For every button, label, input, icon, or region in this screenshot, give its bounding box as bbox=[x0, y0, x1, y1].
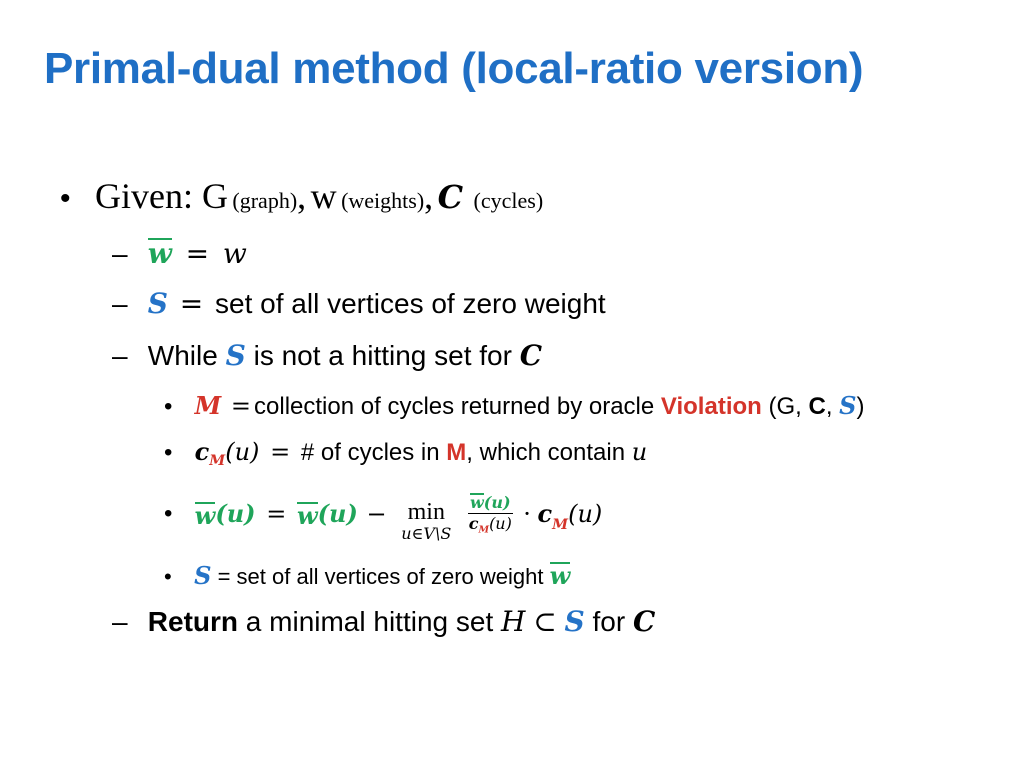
min-limit: u∈V\S bbox=[401, 524, 452, 543]
C-symbol: C bbox=[632, 605, 656, 638]
bullet-icon: • bbox=[60, 182, 71, 215]
sub1-text: collection of cycles returned by oracle bbox=[254, 393, 655, 420]
c-symbol: c bbox=[537, 499, 553, 528]
C-symbol: C bbox=[519, 339, 543, 372]
M-subscript: M bbox=[552, 515, 569, 533]
equals-sign: = bbox=[179, 287, 204, 320]
while-label: While bbox=[147, 340, 218, 371]
for-text: for bbox=[592, 606, 626, 637]
while-text: is not a hitting set for bbox=[253, 340, 512, 371]
wbar-symbol-rhs: w bbox=[296, 500, 318, 530]
step2-text: set of all vertices of zero weight bbox=[215, 288, 606, 319]
oracle-args-open: (G, bbox=[768, 393, 802, 420]
oracle-arg-S: S bbox=[839, 391, 857, 420]
sub-step-S-update bbox=[164, 562, 570, 588]
u-symbol: u bbox=[631, 438, 648, 466]
wbar-symbol: w bbox=[194, 500, 216, 530]
return-label: Return bbox=[147, 606, 239, 637]
sub-step-cM bbox=[164, 437, 648, 470]
oracle-args-close: ) bbox=[856, 393, 865, 420]
wbar-symbol: w bbox=[549, 561, 571, 590]
S-symbol: S bbox=[225, 339, 246, 372]
min-label: min bbox=[407, 499, 445, 525]
w-symbol: w bbox=[222, 237, 247, 270]
weights-symbol: w bbox=[310, 176, 337, 216]
dash-icon: – bbox=[112, 606, 128, 637]
given-label: Given: G bbox=[94, 176, 228, 216]
step-while bbox=[112, 339, 543, 372]
arg-u: (u) bbox=[215, 499, 256, 528]
given-line: • Given: G (graph), w (weights), C (cycles) bbox=[60, 176, 544, 216]
equals-sign: = bbox=[185, 237, 210, 270]
weights-note: (weights) bbox=[341, 188, 425, 213]
S-symbol: S bbox=[194, 561, 212, 590]
fraction bbox=[468, 493, 513, 535]
M-symbol: M bbox=[194, 391, 222, 420]
bullet-icon: • bbox=[164, 439, 173, 466]
fraction-numerator: w(u) bbox=[470, 493, 511, 513]
c-symbol: c bbox=[194, 437, 210, 466]
sub2-text: # of cycles in bbox=[300, 439, 440, 466]
dash-icon: – bbox=[112, 340, 128, 371]
dash-icon: – bbox=[112, 238, 128, 269]
bullet-icon: • bbox=[164, 393, 173, 420]
oracle-arg-C: C bbox=[808, 393, 826, 420]
step-return bbox=[112, 605, 656, 638]
equals-sign: = bbox=[270, 438, 291, 466]
sub4-text: = set of all vertices of zero weight bbox=[217, 564, 544, 589]
sub-step-update bbox=[164, 486, 602, 542]
arg-u: (u) bbox=[225, 438, 260, 466]
wbar-symbol: w bbox=[147, 237, 172, 270]
step-init-weights bbox=[112, 238, 247, 268]
equals-sign: = bbox=[230, 392, 252, 420]
fraction-denominator: $c_M(u)$ bbox=[468, 514, 512, 536]
sub-step-M bbox=[164, 391, 865, 420]
bullet-icon: • bbox=[164, 564, 172, 589]
cycles-note: (cycles) bbox=[473, 188, 544, 213]
S-symbol: S bbox=[564, 605, 585, 638]
oracle-args-comma: , bbox=[825, 393, 833, 420]
S-symbol: S bbox=[147, 287, 169, 320]
carg-u: (u) bbox=[568, 500, 603, 528]
subset-sign: ⊂ bbox=[533, 605, 557, 638]
minus-sign: − bbox=[366, 500, 387, 528]
slide-title: Primal-dual method (local-ratio version) bbox=[44, 44, 864, 93]
oracle-name: Violation bbox=[660, 393, 762, 420]
cdot-sign: · bbox=[523, 500, 531, 528]
H-symbol: H bbox=[501, 605, 526, 638]
equals-sign: = bbox=[266, 500, 287, 528]
M-highlight: M bbox=[446, 439, 467, 466]
cycles-symbol: C bbox=[437, 178, 464, 216]
dash-icon: – bbox=[112, 288, 128, 319]
graph-note: (graph) bbox=[232, 188, 298, 213]
return-text: a minimal hitting set bbox=[245, 606, 494, 637]
arg-u-rhs: (u) bbox=[317, 499, 358, 528]
min-operator bbox=[401, 486, 451, 542]
step-init-S bbox=[112, 287, 606, 320]
sub2-text2: , which contain bbox=[466, 439, 626, 466]
bullet-icon: • bbox=[164, 500, 173, 527]
M-subscript: M bbox=[209, 452, 226, 470]
